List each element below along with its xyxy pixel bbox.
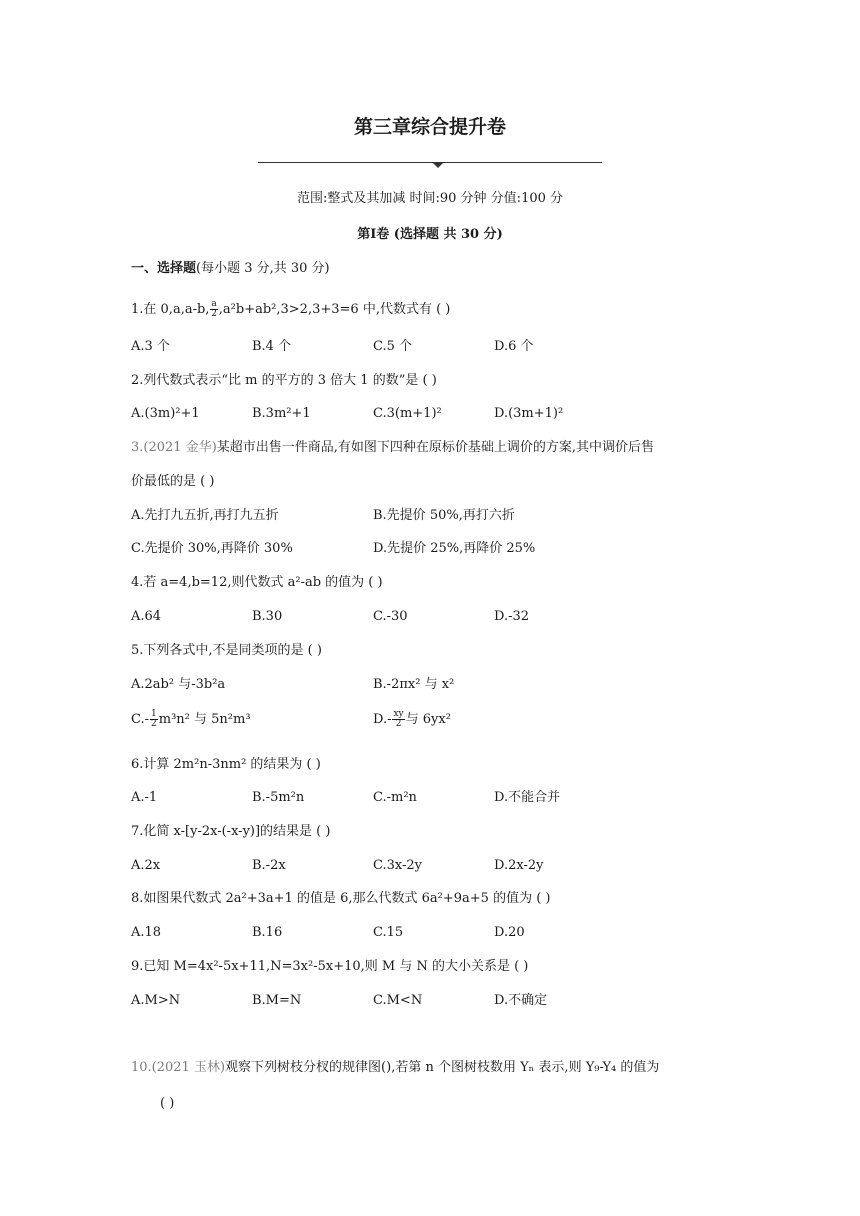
- question-3-text: 某超市出售一件商品,有如图下四种在原标价基础上调价的方案,其中调价后售: [216, 440, 655, 455]
- q9-option-a[interactable]: A.M>N: [131, 993, 181, 1008]
- question-10-text: 观察下列树枝分杈的规律图(),若第 n 个图树枝数用 Yₙ 表示,则 Y₉-Y₄ 的值为: [225, 1060, 660, 1075]
- q3-option-a[interactable]: A.先打九五折,再打九五折: [131, 508, 279, 523]
- q8-option-a[interactable]: A.18: [131, 925, 162, 940]
- q5-option-a[interactable]: A.2ab² 与-3b²a: [131, 677, 226, 692]
- q5-c-pre: C.-: [131, 712, 150, 727]
- question-9: 9.已知 M=4x²-5x+11,N=3x²-5x+10,则 M 与 N 的大小关系是 ( ): [131, 959, 529, 974]
- q1-option-c[interactable]: C.5 个: [373, 339, 413, 354]
- exam-meta: 范围:整式及其加减 时间:90 分钟 分值:100 分: [296, 191, 564, 206]
- q2-option-b[interactable]: B.3m²+1: [252, 406, 311, 421]
- q7-option-b[interactable]: B.-2x: [252, 858, 286, 873]
- q7-option-d[interactable]: D.2x-2y: [494, 858, 544, 873]
- q5-option-c[interactable]: [131, 710, 251, 729]
- frac-num: 1: [151, 709, 157, 719]
- section-heading: [131, 262, 330, 275]
- page-title: 第三章综合提升卷: [353, 116, 506, 138]
- q6-option-b[interactable]: B.-5m²n: [252, 790, 305, 805]
- q3-option-d[interactable]: D.先提价 25%,再降价 25%: [373, 541, 536, 556]
- q2-option-c[interactable]: C.3(m+1)²: [373, 406, 442, 421]
- q7-option-a[interactable]: A.2x: [131, 858, 161, 873]
- question-1-pre: 1.在 0,a,a-b,: [131, 302, 210, 317]
- q9-option-c[interactable]: C.M<N: [373, 993, 423, 1008]
- question-2: 2.列代数式表示“比 m 的平方的 3 倍大 1 的数”是 ( ): [131, 373, 437, 388]
- q8-option-d[interactable]: D.20: [494, 925, 525, 940]
- q4-option-c[interactable]: C.-30: [373, 609, 408, 624]
- q8-option-c[interactable]: C.15: [373, 925, 404, 940]
- q6-option-a[interactable]: A.-1: [131, 790, 158, 805]
- frac-num: a: [211, 299, 217, 309]
- q2-option-d[interactable]: D.(3m+1)²: [494, 406, 564, 421]
- question-10: [131, 1061, 659, 1074]
- q5-option-b[interactable]: B.-2πx² 与 x²: [373, 677, 455, 692]
- q1-option-a[interactable]: A.3 个: [131, 339, 170, 354]
- question-8: 8.如图果代数式 2a²+3a+1 的值是 6,那么代数式 6a²+9a+5 的值为 ( ): [131, 891, 551, 906]
- frac-den: 2: [211, 309, 217, 319]
- q2-option-a[interactable]: A.(3m)²+1: [131, 406, 200, 421]
- q4-option-d[interactable]: D.-32: [494, 609, 530, 624]
- question-3: [131, 441, 654, 454]
- q9-option-d[interactable]: D.不确定: [494, 993, 548, 1008]
- q1-option-b[interactable]: B.4 个: [252, 339, 292, 354]
- fraction-a-over-2: [210, 300, 217, 319]
- q5-c-post: m³n² 与 5n²m³: [158, 712, 251, 727]
- q4-option-a[interactable]: A.64: [131, 609, 162, 624]
- title-underline: [258, 162, 602, 163]
- frac-den: 2: [151, 719, 157, 729]
- q7-option-c[interactable]: C.3x-2y: [373, 858, 422, 873]
- q5-d-pre: D.-: [373, 712, 392, 727]
- fraction-1-over-2: [150, 710, 158, 729]
- q5-d-post: 与 6yx²: [405, 712, 451, 727]
- question-3-line2: 价最低的是 ( ): [131, 474, 215, 489]
- question-10-source: 10.(2021 玉林): [131, 1060, 226, 1075]
- q6-option-c[interactable]: C.-m²n: [373, 790, 417, 805]
- q3-option-b[interactable]: B.先提价 50%,再打六折: [373, 508, 515, 523]
- question-5: 5.下列各式中,不是同类项的是 ( ): [131, 643, 322, 658]
- q8-option-b[interactable]: B.16: [252, 925, 283, 940]
- q9-option-b[interactable]: B.M=N: [252, 993, 302, 1008]
- frac-num: xy: [393, 709, 404, 719]
- question-3-source: 3.(2021 金华): [131, 440, 217, 455]
- volume-heading: 第Ⅰ卷 (选择题 共 30 分): [357, 227, 503, 242]
- question-1: [131, 300, 450, 319]
- q3-option-c[interactable]: C.先提价 30%,再降价 30%: [131, 541, 293, 556]
- question-1-post: ,a²b+ab²,3>2,3+3=6 中,代数式有 ( ): [218, 302, 451, 317]
- question-4: 4.若 a=4,b=12,则代数式 a²-ab 的值为 ( ): [131, 575, 383, 590]
- section-note: (每小题 3 分,共 30 分): [196, 261, 330, 276]
- section-head: 一、选择题: [131, 261, 197, 276]
- fraction-xy-over-2: [392, 710, 404, 729]
- question-7: 7.化简 x-[y-2x-(-x-y)]的结果是 ( ): [131, 824, 331, 839]
- q5-option-d[interactable]: [373, 710, 451, 729]
- question-10-answer-paren: ( ): [160, 1096, 175, 1111]
- q4-option-b[interactable]: B.30: [252, 609, 283, 624]
- q6-option-d[interactable]: D.不能合并: [494, 790, 561, 805]
- frac-den: 2: [395, 719, 402, 729]
- question-6: 6.计算 2m²n-3nm² 的结果为 ( ): [131, 757, 321, 772]
- q1-option-d[interactable]: D.6 个: [494, 339, 534, 354]
- title-underline-marker: [432, 162, 444, 168]
